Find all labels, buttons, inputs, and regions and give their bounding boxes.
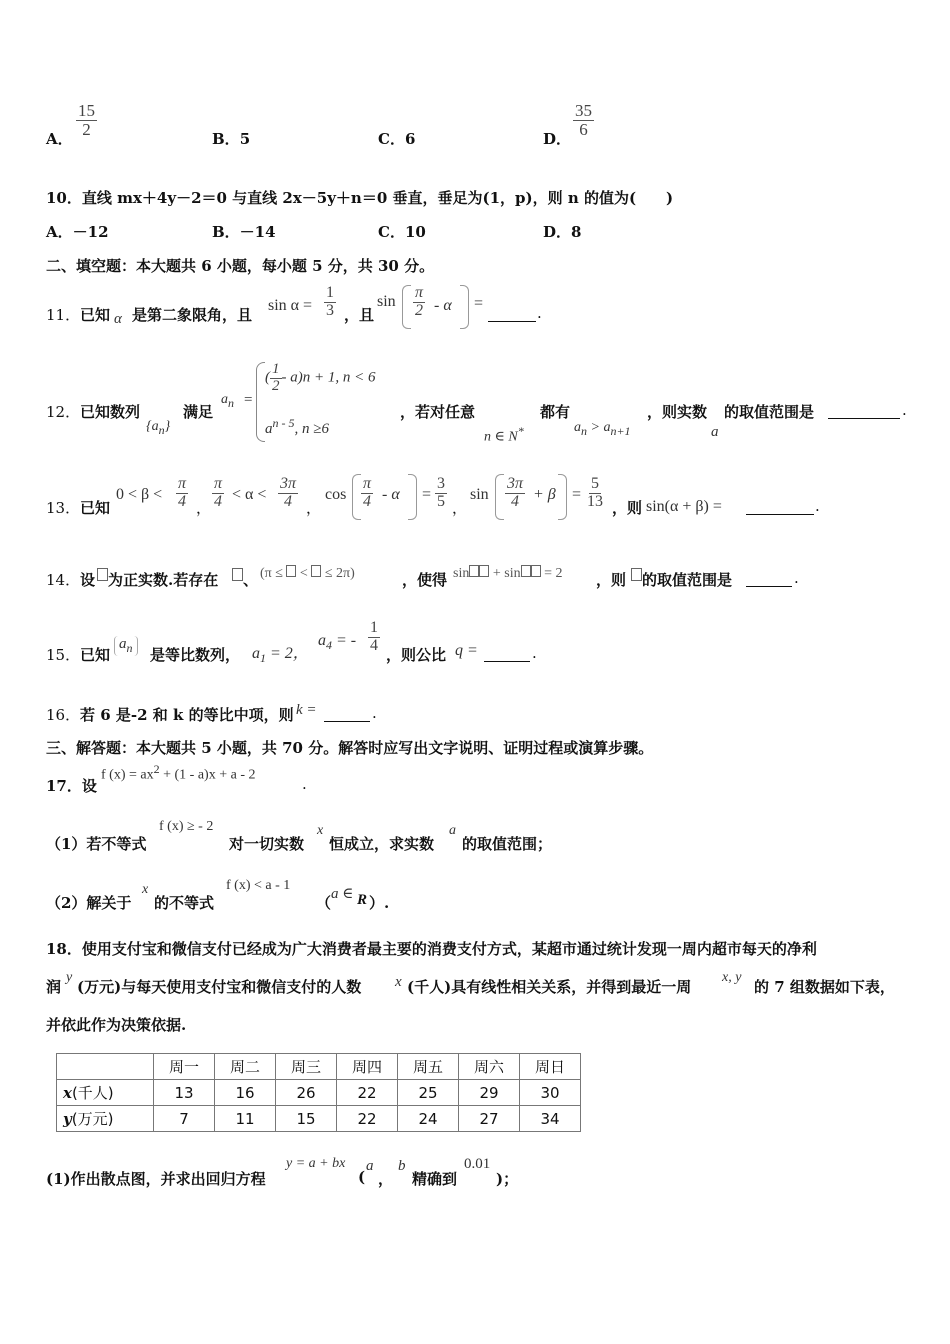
q9-option-c-label: C． xyxy=(378,130,405,148)
missing-glyph-box xyxy=(469,565,479,577)
q17-part1-text-2: 对一切实数 xyxy=(229,835,305,853)
q9-option-c xyxy=(378,128,415,149)
fraction-numerator: 1 xyxy=(326,284,334,301)
fraction-numerator: 3π xyxy=(507,475,524,492)
q12-seq xyxy=(146,419,170,438)
ineq-a: a xyxy=(574,420,581,435)
q9-option-b xyxy=(212,128,250,149)
q9-option-d-fraction xyxy=(573,102,594,139)
func-rest: + (1 - a)x + a - 2 xyxy=(159,767,256,783)
fraction-denominator: 4 xyxy=(511,492,519,510)
q13-paren-r1 xyxy=(408,474,417,520)
an-sub: n xyxy=(228,395,234,410)
q12-an xyxy=(221,392,234,411)
fraction-denominator: 3 xyxy=(326,301,334,319)
q14-period: . xyxy=(794,569,799,587)
fraction-denominator: 2 xyxy=(82,119,91,139)
missing-glyph-box xyxy=(97,568,108,581)
q10-option-c: C．10 xyxy=(378,223,426,241)
q15 xyxy=(46,620,926,668)
q12-number: 12． xyxy=(46,403,81,421)
table-cell: 34 xyxy=(520,1106,581,1132)
q17-period: . xyxy=(302,775,307,793)
q13-minus-alpha: - α xyxy=(382,486,400,503)
q15-text-3: ，则公比 xyxy=(386,646,447,664)
table-row-label-x xyxy=(57,1080,154,1106)
q12-eq: = xyxy=(244,392,253,408)
eqn-rhs: = 2 xyxy=(540,566,563,581)
case2-sup: n - 5 xyxy=(272,416,295,430)
section-fill-in-heading: 二、填空题：本大题共 6 小题，每小题 5 分，共 30 分。 xyxy=(46,257,435,275)
q15-seq xyxy=(114,636,138,656)
q13-number: 13． xyxy=(46,499,81,517)
case1-open: ( xyxy=(265,369,270,386)
q12-period: . xyxy=(902,401,907,419)
fraction-numerator: 3 xyxy=(437,475,445,492)
missing-glyph-box xyxy=(531,565,541,577)
q13-eq-1: = xyxy=(422,486,432,503)
table-row xyxy=(57,1106,581,1132)
q18-xy-var: x, y xyxy=(722,970,742,985)
q13-cond-beta: 0 < β < xyxy=(116,486,163,503)
q18-line-1: 18．使用支付宝和微信支付已经成为广大消费者最主要的消费支付方式，某超市通过统计发现一周内超市每天的净利 xyxy=(46,940,817,958)
q15-a1 xyxy=(252,640,309,666)
q14-text-5: ，则 xyxy=(596,571,627,589)
q12 xyxy=(46,362,926,447)
q17-part2-label: （2）解关于 xyxy=(46,894,132,912)
fraction-denominator: 6 xyxy=(579,119,588,139)
q13 xyxy=(46,472,926,524)
q14-equation xyxy=(453,565,562,582)
q18-line-2 xyxy=(46,970,926,998)
eqn-sin1: sin xyxy=(453,566,470,581)
q11-text-2: 是第二象限角，且 xyxy=(132,306,253,324)
q12-text-3: ，若对任意 xyxy=(400,403,476,421)
q11-period: . xyxy=(537,304,542,322)
q11-answer-blank xyxy=(488,307,536,322)
q13-frac-3pi4-b xyxy=(505,476,525,511)
q9-option-d-label: D． xyxy=(543,130,572,148)
q15-text-2: 是等比数列， xyxy=(150,646,241,664)
q14-answer-blank xyxy=(746,572,792,587)
q11-sin-eq: sin α = xyxy=(268,297,313,314)
range-start: (π ≤ xyxy=(260,566,287,581)
q12-answer-blank xyxy=(828,404,900,419)
a1-sub: 1 xyxy=(260,651,266,666)
table-header-row xyxy=(57,1054,581,1080)
table-header-cell: 周三 xyxy=(276,1054,337,1080)
q14 xyxy=(46,565,926,591)
func-sup: 2 xyxy=(153,762,160,776)
ineq-sub: n xyxy=(581,423,587,438)
q13-paren-r2 xyxy=(558,474,567,520)
q13-comma-3: ， xyxy=(452,499,468,517)
missing-glyph-box xyxy=(232,568,243,581)
q12-text-5: ，则实数 xyxy=(647,403,708,421)
seq-sub: n xyxy=(126,641,133,655)
q18-data-table xyxy=(56,1053,581,1132)
q13-period: . xyxy=(815,497,820,515)
q16-k: k = xyxy=(296,702,317,718)
q11-number: 11． xyxy=(46,306,81,324)
table-cell: 30 xyxy=(520,1080,581,1106)
table-cell: 26 xyxy=(276,1080,337,1106)
q18-x-var: x xyxy=(395,974,402,990)
q15-fraction xyxy=(368,620,380,655)
q14-text-3: 、 xyxy=(243,571,259,589)
q11-inner-fraction xyxy=(413,285,425,320)
fraction-numerator: 15 xyxy=(78,101,95,120)
table-cell: 27 xyxy=(459,1106,520,1132)
q14-text-2: 为正实数.若存在 xyxy=(108,571,219,589)
q16-period: . xyxy=(372,704,377,722)
missing-glyph-box xyxy=(286,565,296,577)
table-header-cell: 周六 xyxy=(459,1054,520,1080)
ineq-sub2: n+1 xyxy=(610,423,631,438)
fraction-numerator: 1 xyxy=(272,361,280,377)
q13-answer-blank xyxy=(746,500,814,515)
missing-glyph-box xyxy=(521,565,531,577)
q10-option-b: B．－14 xyxy=(212,223,276,241)
q18-regression-eq: y = a + bx xyxy=(286,1156,346,1171)
case2-rest: , n ≥6 xyxy=(294,421,329,437)
q17-function xyxy=(101,762,255,784)
q17-part1-text-4: 的取值范围； xyxy=(462,835,553,853)
q12-text-6: 的取值范围是 xyxy=(724,403,815,421)
q10-option-d: D．8 xyxy=(543,223,582,241)
fraction-numerator: π xyxy=(415,284,424,301)
q18-line2-text-b: (万元)与每天使用支付宝和微信支付的人数 xyxy=(77,978,362,996)
q18-y-var: y xyxy=(66,970,73,985)
q12-brace xyxy=(256,362,265,442)
q18-var-a: a xyxy=(366,1158,374,1174)
q11-right-paren xyxy=(460,285,469,329)
q13-frac-3-5 xyxy=(435,476,447,511)
fraction-denominator: 13 xyxy=(587,492,603,510)
q13-comma-1: ， xyxy=(196,499,212,517)
missing-glyph-box xyxy=(479,565,489,577)
fraction-denominator: 4 xyxy=(363,492,371,510)
section-solution-heading: 三、解答题：本大题共 5 小题，共 70 分。解答时应写出文字说明、证明过程或演算步骤。 xyxy=(46,739,654,757)
fraction-numerator: 3π xyxy=(280,475,297,492)
table-header-cell: 周四 xyxy=(337,1054,398,1080)
fraction-denominator: 4 xyxy=(178,492,186,510)
q13-target: sin(α + β) = xyxy=(646,498,722,515)
q17-number: 17．设 xyxy=(46,777,97,795)
q18-part1-text: (1)作出散点图，并求出回归方程 xyxy=(46,1170,266,1188)
q13-frac-pi4-c xyxy=(361,476,373,511)
q17-part2-end: ）. xyxy=(369,894,390,912)
q13-frac-5-13 xyxy=(585,476,605,511)
an-base: a xyxy=(221,392,228,407)
missing-glyph-box xyxy=(311,565,321,577)
row-var: y xyxy=(63,1110,72,1128)
table-row xyxy=(57,1080,581,1106)
q12-text-2: 满足 xyxy=(183,403,214,421)
q16-answer-blank xyxy=(324,707,370,722)
q17-part1-a: a xyxy=(449,823,456,838)
fraction-denominator: 2 xyxy=(415,301,423,319)
q9-option-a-fraction xyxy=(76,102,97,139)
q13-cos: cos xyxy=(325,486,347,503)
q17-part2-text-2: 的不等式 xyxy=(154,894,215,912)
q13-text-2: ，则 xyxy=(612,499,643,517)
fraction-numerator: 1 xyxy=(370,619,378,636)
table-cell: 29 xyxy=(459,1080,520,1106)
q17-part2-x: x xyxy=(142,882,149,897)
table-cell: 22 xyxy=(337,1080,398,1106)
q12-var-a: a xyxy=(711,424,719,440)
table-header-cell: 周日 xyxy=(520,1054,581,1080)
q11-text-3: ，且 xyxy=(344,306,375,324)
table-header-cell: 周五 xyxy=(398,1054,459,1080)
fraction-numerator: 35 xyxy=(575,101,592,120)
a4-eq: = - xyxy=(332,632,357,649)
case2-base: a xyxy=(265,421,273,437)
table-row-label-y xyxy=(57,1106,154,1132)
q9-option-b-value: 5 xyxy=(239,130,251,148)
q14-text-4: ，使得 xyxy=(402,571,448,589)
q18-part1-paren: ( xyxy=(358,1168,366,1186)
q15-q: q = xyxy=(455,642,478,659)
q18-line2-text-c: (千人)具有线性相关关系，并得到最近一周 xyxy=(407,978,692,996)
q17-part2-inequality: f (x) < a - 1 xyxy=(226,878,291,893)
table-header-cell: 周二 xyxy=(215,1054,276,1080)
q14-text-1: 设 xyxy=(80,571,96,589)
q12-text-4: 都有 xyxy=(540,403,571,421)
fraction-numerator: π xyxy=(178,475,187,492)
q12-case-2 xyxy=(265,416,329,438)
q17-part1-text-3: 恒成立，求实数 xyxy=(329,835,435,853)
q10-stem: 10．直线 mx＋4y－2＝0 与直线 2x－5y＋n＝0 垂直，垂足为(1，p)，则 n 的值为( ) xyxy=(46,189,674,207)
q13-text-1: 已知 xyxy=(80,499,111,517)
q13-sin: sin xyxy=(470,486,489,503)
q9-option-a-label: A． xyxy=(46,130,73,148)
q11-left-paren xyxy=(402,285,411,329)
q15-period: . xyxy=(532,644,537,662)
q17-part2-real-set: R xyxy=(357,892,368,908)
table-cell: 11 xyxy=(215,1106,276,1132)
q11-inner-rest: - α xyxy=(434,297,452,314)
q18-line2-text-a: 润 xyxy=(46,978,62,996)
nset-text: n ∈ N xyxy=(484,429,518,445)
case1-rest: - a)n + 1, n < 6 xyxy=(281,369,376,386)
q15-text-1: 已知 xyxy=(80,646,111,664)
q11-alpha: α xyxy=(114,311,122,327)
range-mid: < xyxy=(296,566,312,581)
nset-sup: * xyxy=(517,424,524,438)
table-header-cell xyxy=(57,1054,154,1080)
row-unit: (千人) xyxy=(71,1084,114,1102)
q14-number: 14． xyxy=(46,571,81,589)
q16-text: 若 6 是-2 和 k 的等比中项，则 xyxy=(80,706,294,724)
seq-sub: n xyxy=(158,422,165,437)
a4-sub: 4 xyxy=(326,638,332,653)
q15-a4 xyxy=(318,632,356,653)
q13-frac-pi4-a xyxy=(176,476,188,511)
q17-part1-inequality: f (x) ≥ - 2 xyxy=(159,819,214,834)
q17-part2-cond: a ∈ xyxy=(331,886,354,902)
table-cell: 22 xyxy=(337,1106,398,1132)
row-unit: (万元) xyxy=(71,1110,114,1128)
q12-ineq xyxy=(574,420,631,439)
q10-option-a: A．－12 xyxy=(46,223,109,241)
q17-part1-x: x xyxy=(317,823,324,838)
q12-nset xyxy=(484,424,524,446)
func-main: f (x) = ax xyxy=(101,767,154,783)
fraction-numerator: π xyxy=(363,475,372,492)
eqn-sin2: + sin xyxy=(489,566,521,581)
seq-open: {a xyxy=(146,419,159,434)
table-cell: 13 xyxy=(154,1080,215,1106)
q17-part2 xyxy=(46,876,926,910)
fraction-numerator: π xyxy=(214,475,223,492)
q18-part1-comma: ， xyxy=(378,1170,394,1188)
fraction-denominator: 2 xyxy=(272,377,280,394)
q13-eq-2: = xyxy=(572,486,582,503)
fraction-denominator: 5 xyxy=(437,492,445,510)
q18-part1 xyxy=(46,1154,926,1188)
missing-glyph-box xyxy=(631,568,642,581)
fraction-denominator: 4 xyxy=(284,492,292,510)
range-end: ≤ 2π) xyxy=(321,566,355,581)
q15-answer-blank xyxy=(484,647,530,662)
q18-part1-end: )； xyxy=(496,1170,519,1188)
q13-cond-alpha: < α < xyxy=(232,486,267,503)
q18-part1-precision-text: 精确到 xyxy=(412,1170,458,1188)
q11-equals: = xyxy=(474,295,484,312)
fraction-numerator: 5 xyxy=(591,475,599,492)
seq-close: } xyxy=(164,419,171,434)
q17-stem xyxy=(46,760,926,795)
q18-precision: 0.01 xyxy=(464,1156,491,1172)
row-var: x xyxy=(63,1084,72,1102)
q16-number: 16． xyxy=(46,706,81,724)
q9-option-c-value: 6 xyxy=(404,130,416,148)
table-cell: 24 xyxy=(398,1106,459,1132)
fraction-denominator: 4 xyxy=(370,636,378,654)
seq-base: a xyxy=(119,636,127,652)
q17-part1 xyxy=(46,817,926,851)
q11-text-1: 已知 xyxy=(80,306,111,324)
q16 xyxy=(46,702,926,726)
q9-option-b-label: B． xyxy=(212,130,240,148)
q18-line2-text-d: 的 7 组数据如下表， xyxy=(754,978,895,996)
q13-paren-l2 xyxy=(495,474,504,520)
a4-base: a xyxy=(318,632,326,649)
q11-fraction xyxy=(324,285,336,320)
q13-frac-pi4-b xyxy=(212,476,224,511)
q13-plus-beta: + β xyxy=(533,486,556,503)
table-cell: 16 xyxy=(215,1080,276,1106)
q11-sin-label: sin xyxy=(377,293,396,310)
a1-eq: = 2， xyxy=(266,645,309,662)
q12-case-1 xyxy=(265,362,375,395)
q12-text-1: 已知数列 xyxy=(80,403,141,421)
table-cell: 25 xyxy=(398,1080,459,1106)
q13-paren-l1 xyxy=(352,474,361,520)
q15-number: 15． xyxy=(46,646,81,664)
q18-line-3: 并依此作为决策依据. xyxy=(46,1016,187,1034)
q14-text-6: 的取值范围是 xyxy=(642,571,733,589)
table-cell: 7 xyxy=(154,1106,215,1132)
fraction-denominator: 4 xyxy=(214,492,222,510)
a1-base: a xyxy=(252,645,260,662)
q17-part1-label: （1）若不等式 xyxy=(46,835,147,853)
q13-frac-3pi4 xyxy=(278,476,298,511)
table-cell: 15 xyxy=(276,1106,337,1132)
q18-var-b: b xyxy=(398,1158,406,1174)
q13-comma-2: ， xyxy=(306,499,322,517)
q14-range xyxy=(260,565,355,582)
table-header-cell: 周一 xyxy=(154,1054,215,1080)
ineq-gt: > a xyxy=(587,420,611,435)
q17-part2-paren: （ xyxy=(316,894,332,912)
